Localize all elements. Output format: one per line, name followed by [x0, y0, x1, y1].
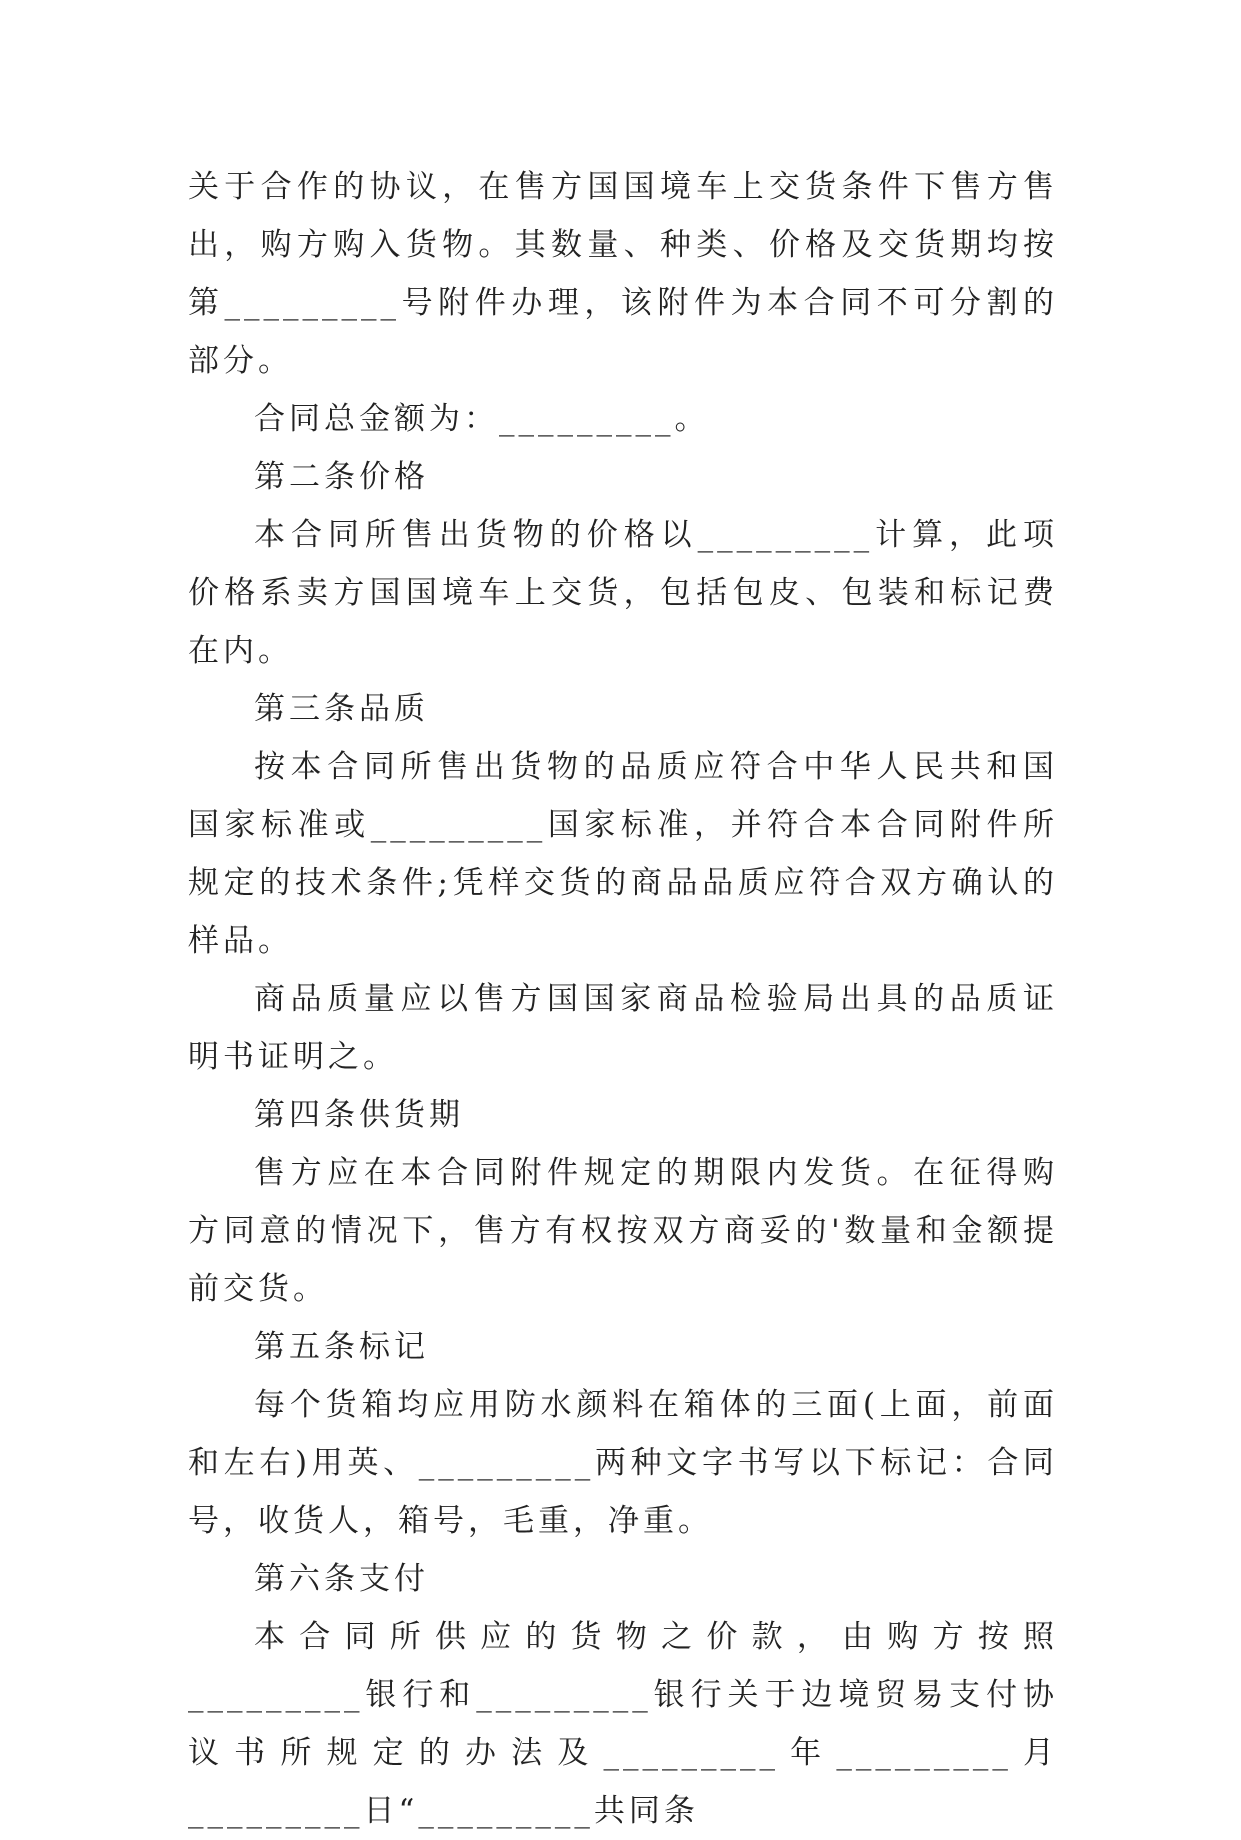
- paragraph-price: 本合同所售出货物的价格以_________计算，此项价格系卖方国国境车上交货，包括包皮、包装和标记费在内。: [188, 517, 1058, 669]
- paragraph-payment: 本合同所供应的货物之价款，由购方按照_________银行和_________银行关于边境贸易支付协议书所规定的办法及_________年_________月_________日“_________共同条: [188, 1619, 1058, 1829]
- heading-article-5-marking: 第五条标记: [254, 1329, 429, 1365]
- document-page: [188, 158, 1058, 1840]
- paragraph-total-amount: 合同总金额为：_________。: [254, 401, 710, 437]
- heading-article-2-price: 第二条价格: [254, 459, 429, 495]
- heading-article-3-quality: 第三条品质: [254, 691, 429, 727]
- heading-article-4-delivery: 第四条供货期: [254, 1097, 464, 1133]
- heading-article-6-payment: 第六条支付: [254, 1561, 429, 1597]
- paragraph-quality-certificate: 商品质量应以售方国国家商品检验局出具的品质证明书证明之。: [188, 981, 1058, 1075]
- paragraph-delivery: 售方应在本合同附件规定的期限内发货。在征得购方同意的情况下，售方有权按双方商妥的'数量和金额提前交货。: [188, 1155, 1058, 1307]
- paragraph-marking: 每个货箱均应用防水颜料在箱体的三面(上面，前面和左右)用英、_________两种文字书写以下标记：合同号，收货人，箱号，毛重，净重。: [188, 1387, 1058, 1539]
- paragraph-quality-standard: 按本合同所售出货物的品质应符合中华人民共和国国家标准或_________国家标准，并符合本合同附件所规定的技术条件;凭样交货的商品品质应符合双方确认的样品。: [188, 749, 1058, 959]
- paragraph-agreement-terms: 关于合作的协议，在售方国国境车上交货条件下售方售出，购方购入货物。其数量、种类、价格及交货期均按第_________号附件办理，该附件为本合同不可分割的部分。: [188, 169, 1058, 379]
